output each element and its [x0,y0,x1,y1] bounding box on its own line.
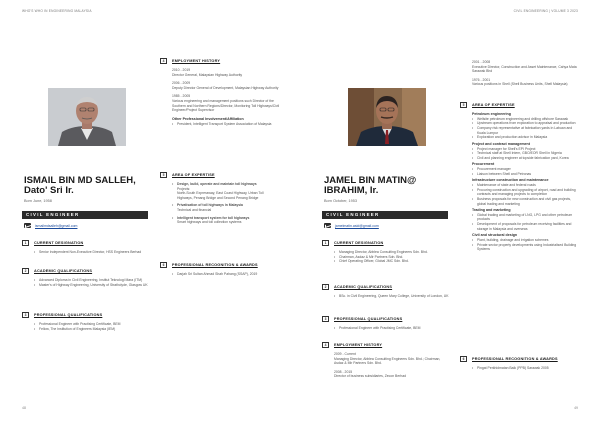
list-item: • Senior Independent Non-Executive Director, HSS Engineers Berhad [34,250,150,255]
right-page [300,0,600,424]
running-head: WHO'S WHO IN ENGINEERING MALAYSIA [22,9,92,13]
expertise-head: • Design, build, operate and maintain toll highways [172,182,280,187]
email-link[interactable]: ismailmdsalleh@gmail.com [35,223,78,228]
awards-section [160,262,280,277]
section-number: 3 [22,312,29,318]
current-designation-section [22,240,150,255]
expertise-sub: Projects: [177,186,191,191]
section-number: 6 [160,262,167,268]
expertise-line: Smart highways and toll collection systems [177,220,242,225]
section-number: 2 [322,284,329,290]
employment-entry [334,352,450,366]
academic-section [22,268,150,287]
section-number: 1 [22,240,29,246]
email-icon [324,223,331,228]
list-item: • Darjah Sri Sultan Ahmad Shah Pahang (SSAP), 2019 [172,272,280,277]
employment-entry [172,81,280,90]
birth-date: Born June, 1958 [24,199,52,203]
entry-text: Various engineering and management positions such Director of the Southern and Northern Regions/Director, Monitoring Toll Highways/Civil Engineer/Project Supervisor [172,98,280,113]
employment-section [322,342,450,383]
name-line-2: Dato' Sri Ir. [24,185,74,197]
entry-year: 2009 - Current [334,352,356,356]
expertise-group-heading: Petroleum engineering [472,112,511,116]
entry-year: 1976 - 2001 [472,77,491,82]
entry-year: 2006 - 2009 [172,81,191,86]
entry-text: Director of business subsidiaries, Zecon Berhad [334,374,406,379]
expertise-group-list [472,183,580,206]
list-item: • Company risk representative at fabrication yards in Labuan and Kuala Lumpur [472,126,580,135]
professional-section [322,316,450,331]
expertise-group-heading: Trading and marketing [472,208,511,213]
list-item: • Technical staff at Shell Intern, GBO/EOR Shell in Nigeria [472,151,580,156]
list-item: • Procurement manager [472,167,580,172]
expertise-line: Technical and financial [177,207,212,212]
expertise-line: North-South Expressway, East Coast Highway, Urban Toll Highways, Penang Bridge and Second Penang Bridge [177,191,264,200]
email-row [324,223,379,228]
section-number: 2 [22,268,29,274]
expertise-group-heading: Project and contract management [472,141,530,146]
list-item: • Professional Engineer with Practising Certificate, BEM [34,322,150,327]
list-item: • Master's of Highway Engineering, University of Strathclyde, Glasgow UK [34,283,150,288]
expertise-head: • Privatisation of toll highways in Malaysia [172,203,280,208]
list-item: • Project manager for Shell's EPI Project [472,147,580,152]
section-number: 5 [160,172,167,178]
employment-entry [472,78,580,87]
awards-section [460,356,580,371]
expertise-group-list [472,167,580,176]
list-item: • Liaison between Shell and Petronas [472,172,580,177]
expertise-head: • Intelligent transport system for toll highways [172,216,280,221]
name-line-2: IBRAHIM, Ir. [324,185,379,197]
section-title: PROFESSIONAL QUALIFICATIONS [334,317,403,321]
affiliation-heading: Other Professional Involvement/Affiliation [172,116,244,121]
profession-bar: CIVIL ENGINEER [322,211,448,219]
email-row [24,223,77,228]
employment-entry [172,94,280,112]
section-number: 3 [322,316,329,322]
list-item: • Business proposals for new construction and civil gas projects, global trading and marketing [472,197,580,206]
entry-year: 2001 - 2008 [472,60,491,64]
name-line-1: ISMAIL BIN MD SALLEH, [24,175,136,186]
expertise-group-list [472,117,580,140]
list-item: • Fellow, The Institution of Engineers Malaysia (IEM) [34,327,150,332]
expertise-group-list [472,147,580,161]
section-title: PROFESSIONAL QUALIFICATIONS [34,313,103,317]
portrait-photo [48,88,126,146]
list-item: • Global trading and marketing of LNG, LPG and other petroleum products [472,213,580,222]
list-item: • Chairman, Asdaz & Mir Partners Sdn. Bhd. [334,255,450,260]
current-designation-section [322,240,450,264]
section-title: AREA OF EXPERTISE [172,173,215,177]
entry-text: Various positions in Shell (Shell Business Units, Shell Malaysia) [472,82,568,87]
section-number: 4 [322,342,329,348]
birth-date: Born October, 1953 [324,199,357,203]
expertise-group-heading: Infrastructure construction and maintenance [472,178,549,183]
entry-year: 2008 - 2015 [334,369,353,374]
professional-section [22,312,150,331]
list-item: • Plant, building, drainage and irrigation schemes [472,238,580,243]
section-title: EMPLOYMENT HISTORY [172,59,221,63]
expertise-group-heading: Civil and structural design [472,233,518,238]
list-item: • Civil and planning engineer at topside fabrication yard, Korea [472,156,580,161]
list-item: • Wellsite petroleum engineering and drilling offshore Sarawak [472,117,580,122]
portrait-image [348,88,426,146]
employment-entry [334,370,450,379]
entry-text: Deputy Director General of Development, Malaysian Highway Authority [172,85,279,90]
list-item: • Upstream operations from exploration to appraisal and production [472,121,580,126]
section-title: PROFESSIONAL RECOGNITION & AWARDS [172,263,258,267]
entry-year: 1985 - 2005 [172,94,191,99]
section-title: ACADEMIC QUALIFICATIONS [334,285,393,289]
expertise-groups [460,112,580,252]
section-number: 5 [460,102,467,108]
email-link[interactable]: jamelmatin.asid@gmail.com [335,223,379,228]
entry-year: 2010 - 2019 [172,68,191,72]
employment-section [160,58,280,126]
prior-employment-continued [472,60,580,91]
expertise-group-heading: Procurement [472,162,495,167]
list-item: • Professional Engineer with Practising Certificate, BEM [334,326,450,331]
list-item: • Chief Operating Officer, Global JMC Sdn. Bhd. [334,259,450,264]
section-number: 1 [322,240,329,246]
academic-section [322,284,450,299]
portrait-image [48,88,126,146]
list-item: • Procuring construction and upgrading of airport, road and building contracts and managing projects to completion [472,188,580,197]
employment-entry [472,60,580,74]
entry-text: Managing Director, Abblea Consulting Engineers Sdn. Bhd.; Chairman, Asdaz & Mir Partners Sdn. Bhd. [334,356,441,366]
employment-entry [172,68,280,77]
expertise-section [160,172,280,225]
list-item: • Managing Director, Abblea Consulting Engineers Sdn. Bhd. [334,250,450,255]
section-title: AREA OF EXPERTISE [472,103,515,107]
expertise-section [460,102,580,252]
entry-text: Executive Director, Construction and Asset Maintenance, Cahya Mata Sarawak Bhd [472,64,577,74]
list-item: • Advanced Diploma in Civil Engineering, Institut Teknologi Mara (ITM) [34,278,150,283]
section-number: 4 [160,58,167,64]
entry-text: Director General, Malaysian Highway Authority [172,72,243,77]
section-number: 6 [460,356,467,362]
list-item: • President, Intelligent Transport System Association of Malaysia [172,122,280,127]
profession-bar: CIVIL ENGINEER [22,211,148,219]
portrait-photo [348,88,426,146]
name-line-1: JAMEL BIN MATIN@ [324,175,417,186]
expertise-group-list [472,238,580,252]
email-icon [24,223,31,228]
list-item: • Private sector property developments using Industrialised Building Systems [472,243,580,252]
person-name [24,176,136,197]
page-number: 48 [22,406,26,410]
list-item: • Pingat Perkhidmatan Baik (PPB) Sarawak 2005 [472,366,580,371]
list-item: • Maintenance of state and federal roads [472,183,580,188]
running-head: CIVIL ENGINEERING | VOLUME 3 2023 [513,9,578,13]
person-name [324,176,416,197]
section-title: CURRENT DESIGNATION [334,241,384,245]
section-title: PROFESSIONAL RECOGNITION & AWARDS [472,357,558,361]
list-item: • Exploration and production advisor in Malaysia [472,135,580,140]
section-title: EMPLOYMENT HISTORY [334,343,383,347]
list-item: • Development of proposals for petroleum receiving facilities and storage in Malaysia and overseas [472,222,580,231]
section-title: CURRENT DESIGNATION [34,241,84,245]
expertise-group-list [472,213,580,231]
section-title: ACADEMIC QUALIFICATIONS [34,269,93,273]
list-item: • BSc. in Civil Engineering, Queen Mary College, University of London, UK [334,294,450,299]
page-number: 49 [574,406,578,410]
